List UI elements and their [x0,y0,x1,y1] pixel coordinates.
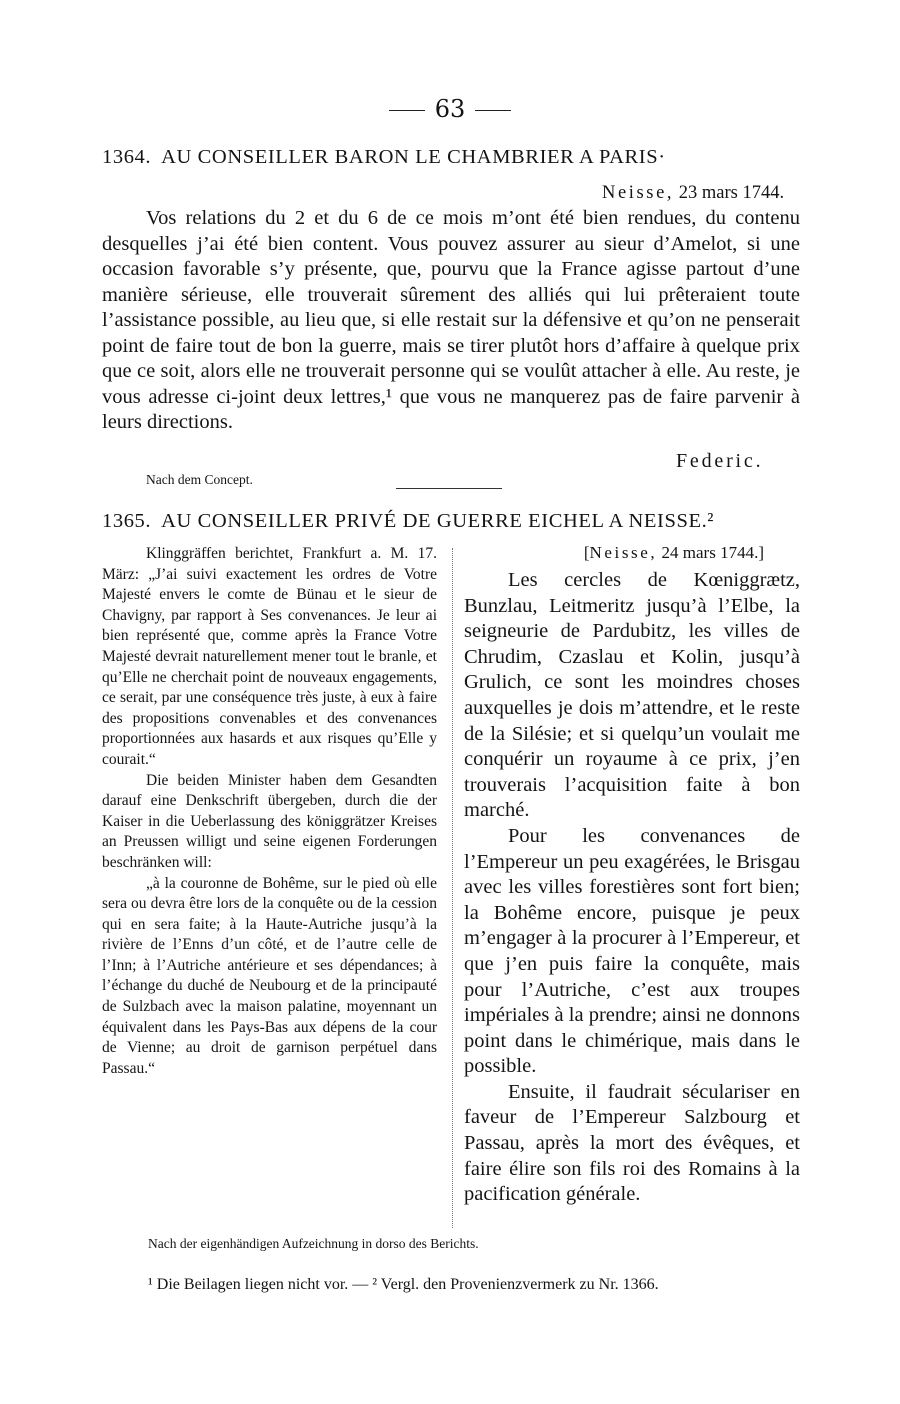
letter-1365-date-place: Neisse, [589,543,658,562]
page-number-dash-left [389,110,425,111]
letter-paragraph: Les cercles de Kœniggrætz, Bunzlau, Leitmeritz jusqu’à l’Elbe, la seigneurie de Pardubitz, les villes de Chrudim, Czaslau et Kolin, jusqu’à Grulich, ce sont les moindres choses auxquelles je dois m’attendre, et le reste de la Silésie; et si quelqu’un voulait me conquérir un royaume à ce prix, j’en trouverais l’acquisition faite à bon marché. [464,569,800,822]
letter-1364-title: AU CONSEILLER BARON LE CHAMBRIER A PARIS· [161,146,666,168]
page-number-text: 63 [434,95,466,123]
letter-1365-body-column [464,542,800,1208]
letter-1364-dateline [602,183,784,204]
letter-1365-date: 24 mars 1744.] [661,543,764,562]
letter-paragraph: Pour les convenances de l’Empereur un peu exagérées, le Brisgau avec les villes forestières sont fort bien; la Bohême encore, puisque je peux m’engager à la procurer à l’Empereur, et que j’en puis faire la conquête, mais pour l’Autriche, c’est aux troupes impériales à la prendre; ainsi ne donnons point dans le chimérique, mais dans le possible. [464,824,800,1078]
column-divider [452,548,453,1228]
letter-1365-source: Nach der eigenhändigen Aufzeichnung in dorso des Berichts. [148,1236,479,1251]
letter-paragraph: Ensuite, il faudrait séculariser en faveur de l’Empereur Salzbourg et Passau, après la mort des évêques, et faire élire son fils roi des Romains à la pacification générale. [464,1080,800,1206]
letter-1365-title: AU CONSEILLER PRIVÉ DE GUERRE EICHEL A NEISSE.² [161,510,715,532]
page-number [0,94,900,124]
section-separator [396,488,502,489]
letter-1365-heading [102,510,802,533]
letter-1364-date-place: Neisse, [602,183,675,203]
letter-1364-signature: Federic. [676,450,764,472]
report-paragraph: Klinggräffen berichtet, Frankfurt a. M. 17. März: „J’ai suivi exactement les ordres de Votre Majesté envers le comte de Bünau et le sieur de Chavigny, par rapport à Ses convenances. Je leur ai bien représenté que, comme après la France Votre Majesté devrait naturellement mener tout le branle, et qu’Elle ne cherchait point de nouveaux engagements, ce serait, par une conséquence très juste, à eux à faire des propositions convenables et des convenances proportionnées aux hasards et aux risques qu’Elle y courait.“ [102,545,437,768]
report-paragraph: Die beiden Minister haben dem Gesandten darauf eine Denkschrift übergeben, durch die der Kaiser in die Ueberlassung des königgrätzer Kreises an Preussen willigt und seine eigenen Forderungen beschränken will: [102,771,437,871]
report-summary-column [102,544,437,1079]
letter-1365-dateline [464,542,800,564]
letter-1364-source: Nach dem Concept. [146,472,253,487]
letter-1365-number: 1365. [102,510,152,532]
letter-1364-number: 1364. [102,146,152,168]
letter-1364-heading [102,146,802,169]
letter-1364-date: 23 mars 1744. [678,183,785,203]
letter-1364-body: Vos relations du 2 et du 6 de ce mois m’ont été bien rendues, du contenu desquelles j’ai été bien content. Vous pouvez assurer au sieur d’Amelot, si une occasion favorable s’y présente, que, pourvu que la France agisse partout d’une manière sérieuse, elle trouverait sûrement des alliés qui lui prêteraient toute l’assistance possible, au lieu que, si elle restait sur la défensive et qu’on ne penserait point de faire tout de bon la guerre, mais se tirer plutôt hors d’affaire à quelque prix que ce soit, alors elle ne trouverait personne qui se voulût attacher à elle. Au reste, je vous adresse ci-joint deux lettres,¹ que vous ne manquerez pas de faire parvenir à leurs directions. [102,207,800,433]
page-number-dash-right [475,110,511,111]
report-paragraph: „à la couronne de Bohême, sur le pied où elle sera ou devra être lors de la conquête ou de la cession qui en sera faite; à la Haute-Autriche jusqu’à la rivière de l’Enns d’un côté, et de l’autre celle de l’Inn; à l’Autriche antérieure et ses dépendances; à l’échange du duché de Neubourg et de la principauté de Sulzbach avec la maison palatine, moyennant un équivalent dans les Pays-Bas aux dépens de la cour de Vienne; au droit de garnison perpétuel dans Passau.“ [102,874,437,1077]
date-bracket: [ [583,543,590,562]
footnotes: ¹ Die Beilagen liegen nicht vor. — ² Vergl. den Provenienzvermerk zu Nr. 1366. [148,1276,659,1293]
